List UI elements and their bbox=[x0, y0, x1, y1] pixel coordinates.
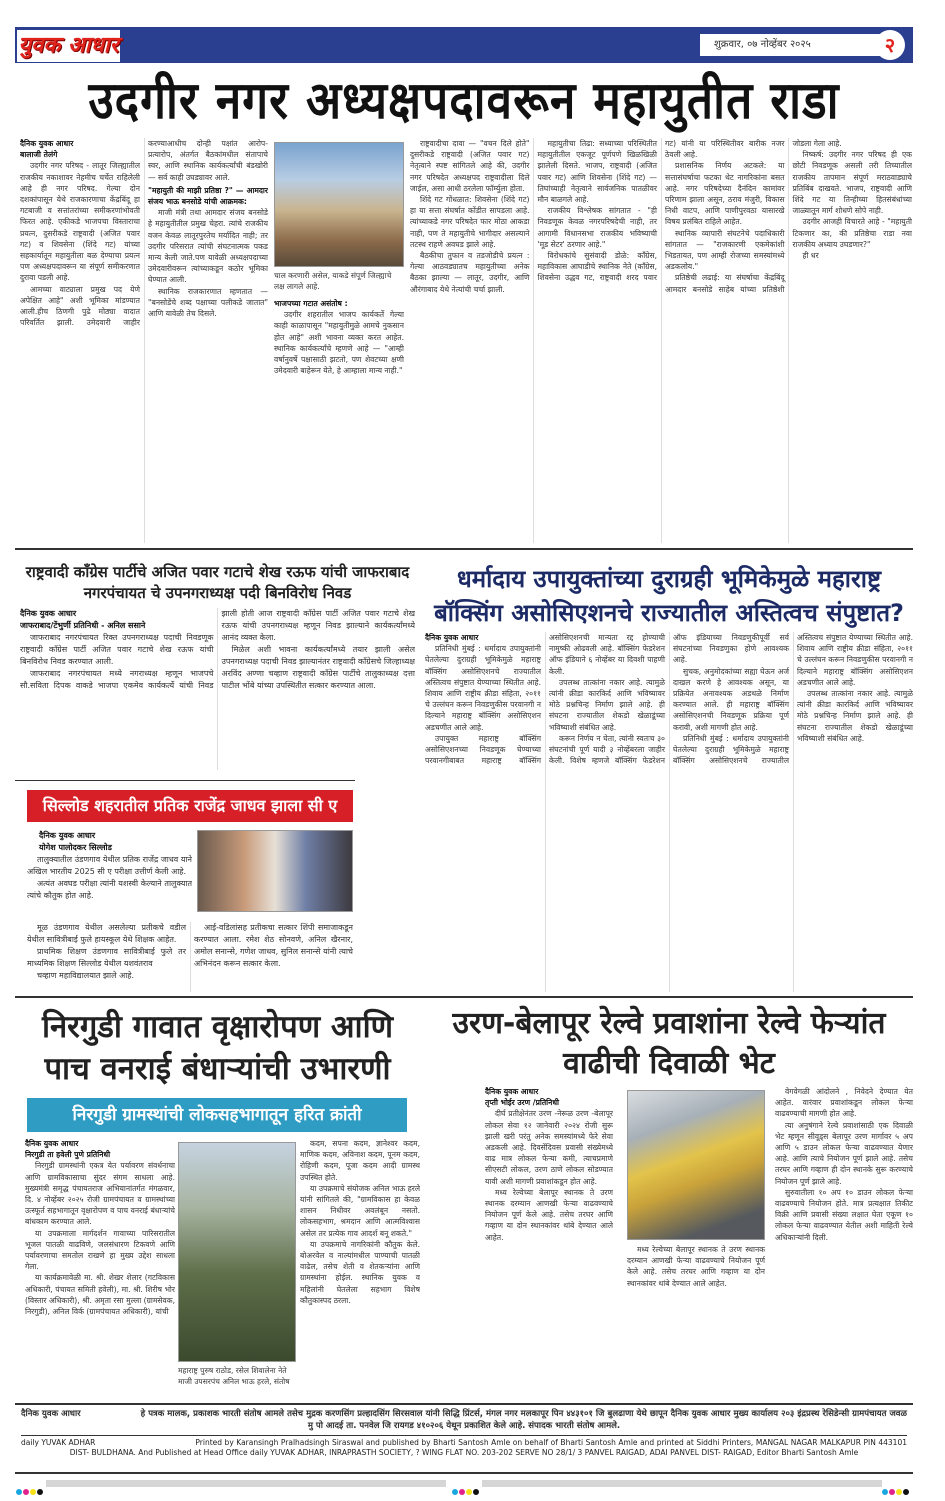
paragraph: उपलब्ध तात्कांना नकार आहे. त्यामुळे त्यांनी क्रीडा कारकिर्द आणि भविष्यावर मोठे प्रश्नचिन्ह निर्माण झाले आहे. ही संघटना राज्यातील शेकडो खेळाडूंच्या भविष्याशी संबंधित आहे. bbox=[549, 677, 665, 732]
registration-marks bbox=[452, 1480, 480, 1499]
page-number: २ bbox=[875, 30, 905, 60]
train-photo bbox=[627, 1090, 765, 1240]
paragraph: प्रतिनिधी मुंबई : धर्मादाय उपायुक्तांनी घेतलेल्या दुराग्रही भूमिकेमुळे महाराष्ट्र बॉक्सिंग असोसिएशनचे राज्यातील अस्तित्वच संपुष्टात येण्याच्या स्थितीत आहे. शिवाय आणि राष्ट्रीय क्रीडा संहिता, २०११ चे उल्लंघन करून निवडणुकीस परवानगी न दिल्याने महाराष्ट्र बॉक्सिंग असोसिएशन अडचणीत आले आहे. bbox=[673, 633, 913, 766]
masthead bbox=[15, 27, 913, 63]
paragraph: तालुक्यातील उंडणगाव येथील प्रतिक राजेंद्र जाधव याने अखिल भारतीय 2025 सी ए परीक्षा उत्तीर्ण केली आहे. bbox=[27, 855, 192, 876]
reporter: तृप्ती भोईर उरण /प्रतिनिधी bbox=[485, 1098, 559, 1108]
paragraph: जाफराबाद नगरपंचायत रिक्त उपनगराध्यक्ष पदाची निवडणूक राष्ट्रवादी कॉंग्रेस पार्टी अजित पवार गटाचे शेख रऊफ यांची बिनविरोध निवड करण्यात आली. bbox=[20, 633, 214, 666]
imprint-footer bbox=[15, 1403, 913, 1474]
paragraph: चव्हाण महाविद्यालयात झाले आहे. bbox=[37, 971, 135, 980]
divider bbox=[15, 548, 913, 550]
ncp-body bbox=[20, 608, 415, 770]
paragraph: प्रतिष्ठेची लढाई: या संघर्षाचा केंद्रबिंदू आमदार बनसोडे साहेब यांच्या प्रतिष्ठेशी जोडला गेला आहे. bbox=[665, 139, 842, 294]
byline: दैनिक युवक आधार bbox=[20, 139, 74, 148]
reporter: योगेश पालोदकर सिल्लोड bbox=[39, 843, 112, 852]
paragraph: मध्य रेल्वेच्या बेलापूर स्थानक ते उरण स्थानक दरम्यान आणखी फेऱ्या वाढवण्याचे नियोजन पूर्ण केले आहे. तसेच तरघर आणि गव्हाण या दोन स्थानकांवर थांबे देण्यात आले आहेत. bbox=[485, 1187, 613, 1242]
paragraph: उदगीर शहरातील भाजप कार्यकर्ते गेल्या काही काळापासून "महायुतीमुळे आमचे नुकसान होत आहे" अशी भावना व्यक्त करत आहेत. स्थानिक कार्यकर्त्यांचे म्हणणे आहे — "आम्ही वर्षानुवर्षे पक्षासाठी झटतो, पण शेवटच्या क्षणी उमेदवारी बाहेरून येते, हे आम्हाला मान्य नाही." bbox=[274, 310, 404, 376]
boxing-body bbox=[425, 632, 913, 992]
paragraph: स्थानिक व्यापारी संघटनेचे पदाधिकारी सांगतात — "राजकारणी एकमेकांशी भिडतायत, पण आम्ही रोजच्या समस्यांमध्ये अडकलोय." bbox=[665, 228, 785, 272]
subheading: भाजपच्या गटात असंतोष : bbox=[274, 299, 348, 308]
newspaper-logo: युवक आधार bbox=[17, 30, 120, 62]
registration-marks bbox=[16, 1480, 44, 1499]
nirgudi-headline: निरगुडी गावात वृक्षारोपण आणि पाच वनराई बंधाऱ्यांची उभारणी bbox=[41, 1009, 394, 1087]
byline: दैनिक युवक आधार bbox=[425, 633, 479, 642]
sillod-body-cont bbox=[27, 922, 353, 992]
footer-imprint-english: Printed by Karansingh Pralhadsingh Siraswal and published by Bharti Santosh Amle on behalf of Bharti Santosh Amle and printed at Siddhi Printers, MANGAL NAGAR MALKAPUR PIN 443101 DIST- BULDHANA. And Published at Head Office daily YUVAK ADHAR, INRAPRASTH SOCIETY, ? WING FLAT NO. 203-202 SERVE NO 28/1/ 3 PANVEL RAIGAD, ADAI PANVEL DIST- RAIGAD, Editor Bharti Santosh Amle bbox=[69, 1438, 907, 1457]
paragraph: मध्य रेल्वेच्या बेलापूर स्थानक ते उरण स्थानक दरम्यान आणखी फेऱ्या वाढवण्याचे नियोजन पूर्ण केले आहे. तसेच तरघर आणि गव्हाण या दोन स्थानकांवर थांबे देण्यात आले आहेत. bbox=[627, 1245, 765, 1288]
uran-body-right bbox=[775, 1086, 913, 1388]
paragraph: सुचक, अनुमोदकांच्या सह्या घेऊन अर्ज दाखल करणे हे आवश्यक असून, या प्रक्रियेत अनावश्यक अडथळे निर्माण करण्यात आले. ही महाराष्ट्र बॉक्सिंग असोसिएशनची निवडणूक प्रक्रिया पूर्ण करावी, अशी मागणी होत आहे. bbox=[673, 666, 789, 732]
registration-bar bbox=[482, 1480, 882, 1487]
lead-body-part3 bbox=[410, 138, 912, 543]
paragraph: या कार्यक्रमावेळी मा. श्री. शेखर शेलार (गटविकास अधिकारी, पंचायत समिती हवेली), मा. श्री. शिरीष भोर (विस्तार अधिकारी), श्री. अमृता रसा मुल्ला (ग्रामसेवक, निरगुडी), अनिल विर्क (ग्रामपंचायत अधिकारी), यांची bbox=[25, 1273, 175, 1317]
paragraph: विरोधकांचे सुसंवादी डोळे: काँग्रेस, महाविकास आघाडीचे स्थानिक नेते (काँग्रेस, शिवसेना उद्धव गट, राष्ट्रवादी शरद पवार गट) यांनी या परिस्थितीवर बारीक नजर ठेवली आहे. bbox=[537, 139, 785, 283]
byline: दैनिक युवक आधार bbox=[485, 1087, 539, 1096]
paragraph: प्रतिनिधी मुंबई : धर्मादाय उपायुक्तांनी घेतलेल्या दुराग्रही भूमिकेमुळे महाराष्ट्र बॉक्सिंग असोसिएशनचे राज्यातील अस्तित्वच संपुष्टात येण्याच्या स्थितीत आहे. शिवाय आणि राष्ट्रीय क्रीडा संहिता, २०११ चे उल्लंघन करून निवडणुकीस परवानगी न दिल्याने महाराष्ट्र बॉक्सिंग असोसिएशन अडचणीत आले आहे. bbox=[425, 644, 541, 732]
paragraph: शिंदे गट गोंधळात: शिवसेना (शिंदे गट) हा या सत्ता संघर्षात कोंडीत सापडला आहे. त्यांच्याकडे नगर परिषदेत फार मोठा आकडा नाही, पण ते महायुतीचे भागीदार असल्याने तटस्थ राहणे अवघड झाले आहे. bbox=[410, 195, 530, 249]
paragraph: या उपक्रमाचे नागरिकांनी कौतुक केले. बोअरवेल व नाल्यांमधील पाण्याची पातळी वाढेल, तसेच शेती व शेतकऱ्यांना आणि ग्रामस्थांना होईल. स्थानिक युवक व महिलांनी घेतलेला सहभाग विशेष कौतुकास्पद ठरला. bbox=[300, 1239, 420, 1305]
paragraph: आई-वडिलांसह प्रतीकचा सत्कार शिंपी समाजाकडून करण्यात आला. रमेश शेठ सोनवणे, अनिल खैरनार, अमोल सनान्से, गणेश जाधव, सुनिल सनान्से यांनी त्याचे अभिनंदन करून सत्कार केला. bbox=[194, 923, 353, 968]
nirgudi-body bbox=[25, 1138, 175, 1388]
paragraph: प्राथमिक शिक्षण उंडणगाव सावित्रीबाई फुले तर माध्यमिक शिक्षण सिल्लोड येथील यशवंतराव bbox=[27, 947, 186, 968]
byline: दैनिक युवक आधार bbox=[39, 831, 96, 840]
lead-headline: उदगीर नगर अध्यक्षपदावरून महायुतीत राडा bbox=[88, 69, 840, 131]
lead-body-part1 bbox=[20, 138, 268, 543]
paragraph: निष्कर्ष: उदगीर नगर परिषद ही एक छोटी निवडणूक असली तरी तिच्यातील राजकीय तापमान संपूर्ण मराठवाड्याचे प्रतिबिंब दाखवते. भाजप, राष्ट्रवादी आणि शिंदे गट या तिन्हीच्या हितसंबंधांच्या जाळ्यातून मार्ग शोधणे सोपे नाही. bbox=[792, 150, 912, 216]
paragraph: महायुतीचा तिढा: सध्याच्या परिस्थितीत महायुतीतील एकजूट पूर्णपणे खिळखिळी झालेली दिसते. भाजप, राष्ट्रवादी (अजित पवार गट) आणि शिवसेना (शिंदे गट) — तिघांच्याही नेतृत्वाने सार्वजनिक पातळीवर मौन बाळगले आहे. bbox=[537, 139, 657, 205]
photo-caption: चाल करणारी असेल, याकडे संपूर्ण जिल्ह्याचे लक्ष लागले आहे. bbox=[274, 271, 392, 291]
paragraph: उदगीर नगर परिषद - लातूर जिल्ह्यातील राजकीय नकाशावर नेहमीच चर्चेत राहिलेली आहे ही नगर परिषद. गेल्या दोन दशकांपासून येथे राजकारणाचा केंद्रबिंदू हा गटबाजी व सत्तांतरांच्या समीकरणांभोवती फिरत आहे. एकीकडे भाजपचा विस्ताराचा प्रयत्न, दुसरीकडे राष्ट्रवादी (अजित पवार गट) व शिवसेना (शिंदे गट) यांच्या सहकार्यातून महायुतीला बळ देण्याचा प्रयत्न पण अध्यक्षपदावरून या संपूर्ण समीकरणात दुरावा पडली आहे. bbox=[20, 161, 140, 283]
reporter: जाफराबाद/टेंभुर्णी प्रतिनिधी - अनिल ससाने bbox=[20, 621, 146, 630]
paragraph: ही धर bbox=[802, 251, 819, 261]
paragraph: राष्ट्रवादीचा दावा — "वचन दिले होते" दुसरीकडे राष्ट्रवादी (अजित पवार गट) नेतृत्वाने स्पष्ट सांगितले आहे की, उदगीर नगर परिषदेत अध्यक्षपद राष्ट्रवादीला दिले जाईल, असा आधी ठरलेला फॉर्म्युला होता. bbox=[410, 139, 530, 193]
byline: दैनिक युवक आधार bbox=[20, 609, 77, 618]
paragraph: प्रशासनिक निर्णय अटकले: या सत्तासंघर्षाचा फटका थेट नागरिकांना बसत आहे. नगर परिषदेच्या दैनंदिन कामांवर परिणाम झाला असून, ठराव मंजुरी, विकास निधी वाटप, आणि पाणीपुरवठा यासारखे विषय प्रलंबित राहिले आहेत. bbox=[665, 161, 785, 227]
lead-body-part2 bbox=[274, 296, 404, 543]
paragraph: उदगीर आजही विचारते आहे - "महायुती टिकणार का, की प्रतिष्ठेचा राडा नवा राजकीय अध्याय उघडणार?" bbox=[792, 217, 912, 249]
paragraph: दीर्घ प्रतीक्षेनंतर उरण -नेरूळ उरण -बेलापूर लोकल सेवा १२ जानेवारी २०२४ रोजी सुरू झाली खरी परंतु अनेक समस्यांमध्ये फेरे सेवा अडकली आहे. दिवसेंदिवस प्रवासी संख्येमध्ये वाढ मात्र लोकल फेऱ्या कमी, त्याचप्रमाणे सीएसटी लोकल, उरण ठाणे लोकल सोडण्यात यावी अशी मागणी प्रवाशांकडून होत आहे. bbox=[485, 1109, 613, 1186]
paragraph: जाफराबाद नगरपंचायत मध्ये नगराध्यक्ष म्हणून भाजपचे सौ.सविता दिपक वाकडे भाजपा एकमेव कार्यकर्त्ये यांची निवड झाली होती आज राष्ट्रवादी कॉंग्रेस पार्टी अजित पवार गटाचे शेख रऊफ यांची उपनगराध्यक्ष म्हणून निवड झाल्याने कार्यकर्त्यांमध्ये आनंद व्यक्त केला. bbox=[20, 609, 415, 690]
paragraph: या उपक्रमाचे संयोजक अनिल भाऊ हरले यांनी सांगितले की, "ग्रामविकास हा केवळ शासन निधीवर अवलंबून नसतो. लोकसहभाग, श्रमदान आणि आत्मविश्वास असेल तर प्रत्येक गाव आदर्श बनू शकते." bbox=[300, 1183, 420, 1238]
paragraph: मिळेल अशी भावना कार्यकर्त्यांमध्ये तयार झाली असेल उपनगराध्यक्ष पदाची निवड झाल्यानंतर राष्ट्रवादी कॉंग्रेसचे जिल्हाध्यक्ष अरविंद अण्णा चव्हाण राष्ट्रवादी कॉंग्रेस पार्टीचे तालुकाध्यक्ष दत्ता पाटील भोंबे यांच्या उपस्थितीत सत्कार करण्यात आला. bbox=[221, 645, 415, 690]
footer-imprint-marathi: हे पत्रक मालक, प्रकाशक भारती संतोष आमले तसेच मुद्रक करणसिंग प्रल्हादसिंग सिरसवाल यांनी सिद्धि प्रिंटर्स, मंगल नगर मलकापूर पिन ४४३१०१ जि बुलढाणा येथे छापून दैनिक युवक आधार मुख्य कार्यालय २०३ इंद्रप्रस्थ रेसिडेन्सी ग्रामपंचायत जवळ मु पो आदई ता. पनवेल जि रायगड ४१०२०६ येथून प्रकाशित केले आहे. संपादक भारती संतोष आमले. bbox=[140, 1409, 907, 1431]
ncp-headline: राष्ट्रवादी कॉंग्रेस पार्टीचे अजित पवार गटाचे शेख रऊफ यांची जाफराबाद नगरपंचायत चे उपनगराध्यक्ष पदी बिनविरोध निवड bbox=[25, 563, 410, 602]
nirgudi-photo bbox=[178, 1142, 296, 1362]
reporter: बालाजी तेलंगे bbox=[20, 150, 58, 160]
paragraph: बैठकीचा तुफान व तडजोडीचे प्रयत्न : गेल्या आठवड्यातच महायुतीच्या अनेक बैठका झाल्या — लातूर, उदगीर, आणि औरंगाबाद येथे नेत्यांची चर्चा झाली. bbox=[410, 251, 530, 294]
boxing-headline: धर्मादाय उपायुक्तांच्या दुराग्रही भूमिकेमुळे महाराष्ट्र बॉक्सिंग असोसिएशनचे राज्यातील अस्तित्वच संपुष्टात? bbox=[434, 565, 904, 627]
uran-body bbox=[485, 1086, 613, 1388]
reporter: निरगुडी ता हवेली पुणे प्रतिनिधी bbox=[25, 1150, 111, 1160]
paragraph: वेगवेगळी आंदोलने , निवेदने देण्यात येत आहेत. वारंवार प्रवाशांकडून लोकल फेऱ्या वाढवण्याची मागणी होत आहे. bbox=[775, 1087, 913, 1119]
paragraph: सुरुवातीला १० अप १० डाउन लोकल फेऱ्या वाढवण्याचे नियोजन होते. मात्र प्रत्यक्षात तिकीट विक्री आणि प्रवासी संख्या लक्षात घेता एकूण १० लोकल फेऱ्या वाढवण्यात येतील अशी माहिती रेल्वे अधिकाऱ्यांनी दिली. bbox=[775, 1187, 913, 1242]
paragraph: निरगुडी ग्रामस्थांनी एकत्र येत पर्यावरण संवर्धनाचा आणि ग्रामविकासाचा सुंदर संगम साधला आहे. मुख्यमंत्री समृद्ध पंचायतराज अभियानांतर्गत मंगळवार, दि. ४ नोव्हेंबर २०२५ रोजी ग्रामपंचायत व ग्रामस्थांच्या उत्स्फूर्त सहभागातून वृक्षारोपण व पाच वनराई बंधाऱ्यांचे बांधकाम करण्यात आले. bbox=[25, 1161, 175, 1227]
paragraph: अत्यंत अवघड परीक्षा त्यांनी यशस्वी केल्याने तालुक्यात त्यांचे कौतुक होत आहे. bbox=[27, 879, 192, 900]
registration-bar bbox=[46, 1480, 446, 1487]
sillod-body bbox=[27, 830, 192, 922]
footer-title-english: daily YUVAK ADHAR bbox=[21, 1438, 96, 1447]
paragraph: स्थानिक राजकारणात म्हणतात — "बनसोडेंचे शब्द पक्षाच्या पलीकडे जातात" आणि यावेळी तेच दिसले. bbox=[148, 286, 268, 319]
paragraph: राजकीय विश्लेषक सांगतात - "ही निवडणूक केवळ नगरपरिषदेची नाही, तर आगामी विधानसभा राजकीय भविष्याची 'मूड सेटर' ठरणार आहे." bbox=[537, 206, 657, 249]
sillod-photo bbox=[197, 830, 353, 912]
divider bbox=[15, 996, 913, 998]
nirgudi-banner: निरगुडी ग्रामस्थांची लोकसहभागातून हरित क्रांती bbox=[27, 1098, 407, 1132]
paragraph: उपायुक्त महाराष्ट्र बॉक्सिंग असोसिएशनच्या निवडणूक घेण्याच्या परवानगीबाबत महाराष्ट्र बॉक्सिंग असोसिएशनची मान्यता रद्द होण्याची नामुष्की ओढवली आहे. बॉक्सिंग फेडरेशन ऑफ इंडियाने ६ नोव्हेंबर या दिवशी पाहणी केली. bbox=[425, 633, 665, 766]
issue-date: शुक्रवार, ०७ नोव्हेंबर २०२५ bbox=[700, 34, 885, 56]
registration-marks bbox=[882, 1480, 910, 1499]
paragraph: कदम, सपना कदम, ज्ञानेश्वर कदम, माणिक कदम, अविनाश कदम, पूनम कदम, रोहिणी कदम, पूजा कदम आदी ग्रामस्थ उपस्थित होते. bbox=[300, 1139, 420, 1182]
paragraph: करून निर्णय न घेता, त्यांनी स्वतःच ३० संघटनांची पूर्ण यादी ३ नोव्हेंबरला जाहीर केली. विशेष म्हणजे बॉक्सिंग फेडरेशन ऑफ इंडियाच्या निवडणुकीपूर्वी सर्व संघटनांच्या निवडणुका होणे आवश्यक आहे. bbox=[549, 633, 789, 766]
paragraph: या उपक्रमाला मार्गदर्शन गावाच्या पारिसरातील भूजल पातळी वाढविणे, जलसंधारण टिकवणे आणि पर्यावरणाचा समतोल राखणे हा मुख्य उद्देश साधला गेला. bbox=[25, 1228, 175, 1272]
subheading: "महायुती की माझी प्रतिष्ठा ?" — आमदार संजय भाऊ बनसोडे यांची आक्रमक: bbox=[148, 185, 268, 207]
byline: दैनिक युवक आधार bbox=[25, 1139, 79, 1148]
uran-body-cont bbox=[627, 1244, 765, 1388]
uran-headline: उरण-बेलापूर रेल्वे प्रवाशांना रेल्वे फेऱ्यांत वाढीची दिवाळी भेट bbox=[452, 1006, 886, 1081]
lead-photo bbox=[274, 142, 404, 267]
paragraph: मूळ उंडणगाव येथील असलेल्या प्रतीकचे वडील येथील सावित्रीबाई फुले हायस्कूल येथे शिक्षक आहेत. bbox=[27, 923, 186, 944]
footer-title-marathi: दैनिक युवक आधार bbox=[21, 1409, 81, 1419]
photo-caption: महाराष्ट्र पुरुष राठोड, रसेल शिवालेना नेते माजी उपसरपंच अनिल भाऊ हरले, संतोष bbox=[178, 1366, 290, 1386]
paragraph: त्या अनुषंगाने रेल्वे प्रवाशांसाठी एक दिवाळी भेट म्हणून सीवूड्स बेलापूर उरण मार्गावर ५ अप आणि ५ डाउन लोकल फेऱ्या वाढवण्यात येणार आहे. आणि त्याचे नियोजन पूर्ण झाले आहे. तसेच तरघर आणि गव्हाण ही दोन स्थानके सुरू करण्याचे नियोजन पूर्ण झाले आहे. bbox=[775, 1120, 913, 1186]
nirgudi-body-cont bbox=[300, 1138, 420, 1388]
paragraph: आमच्या वाट्याला प्रमुख पद येणे अपेक्षित आहे" अशी भूमिका मांडण्यात आली.हीच ठिणगी पुढे मोठ्या वादात परिवर्तित झाली. उमेदवारी जाहीर करण्याआधीच दोन्ही पक्षांत आरोप-प्रत्यारोप, अंतर्गत बैठकांमधील संतापाचे स्वर, आणि स्थानिक कार्यकर्त्यांची बंडखोरी — सर्व काही उघड्यावर आले. bbox=[20, 139, 268, 328]
sillod-banner: सिल्लोड शहरातील प्रतिक राजेंद्र जाधव झाला सी ए bbox=[27, 790, 353, 822]
paragraph: उपलब्ध तात्कांना नकार आहे. त्यामुळे त्यांनी क्रीडा कारकिर्द आणि भविष्यावर मोठे प्रश्नचिन्ह निर्माण झाले आहे. ही संघटना राज्यातील शेकडो खेळाडूंच्या भविष्याशी संबंधित आहे. bbox=[797, 689, 913, 743]
paragraph: माजी मंत्री तथा आमदार संजय बनसोडे हे महायुतीतील प्रमुख चेहरा. त्यांचे राजकीय वजन केवळ लातूरपुरतेच मर्यादित नाही; तर उदगीर परिसरात त्यांची संघटनात्मक पकड मान्य केली जाते.पण यावेळी अध्यक्षपदाच्या उमेदवारीवरून त्यांच्याकडून कठोर भूमिका घेण्यात आली. bbox=[148, 208, 268, 285]
divider bbox=[15, 780, 355, 781]
